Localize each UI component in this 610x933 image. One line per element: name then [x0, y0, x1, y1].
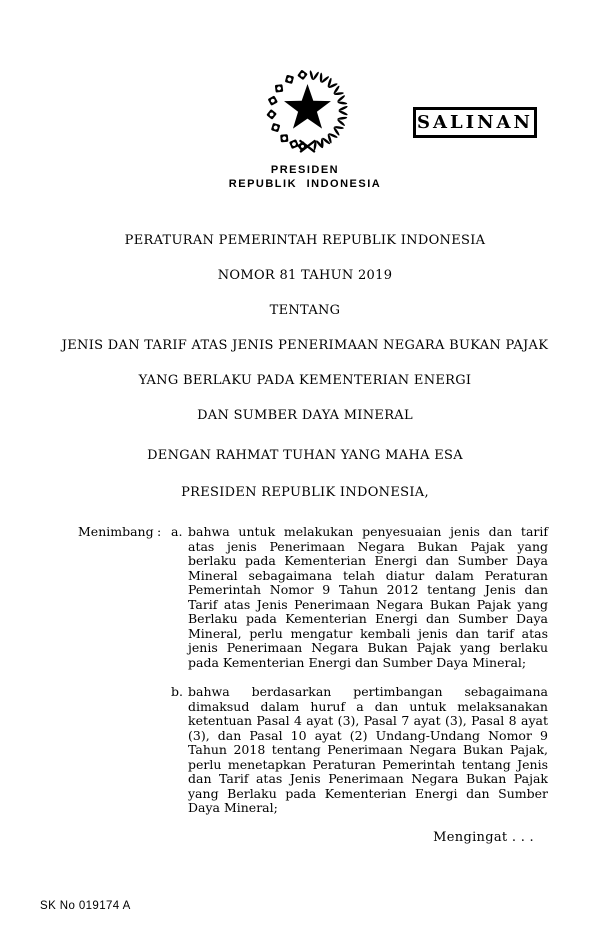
consideration-item-b: [171, 685, 548, 816]
letterhead: [0, 163, 610, 191]
consideration-text-b: bahwa berdasarkan pertimbangan sebagaimana dimaksud dalam huruf a dan untuk melaksanakan ketentuan Pasal 4 ayat (3), Pasal 7 ayat (3), Pasal 8 ayat (3), dan Pasal 10 ayat (2) Undang-Undang Nomor 9 Tahun 2018 tentang Penerimaan Negara Bukan Pajak, perlu menetapkan Peraturan Pemerintah tentang Jenis dan Tarif atas Jenis Penerimaan Negara Bukan Pajak yang Berlaku pada Kementerian Energi dan Sumber Daya Mineral;: [188, 684, 548, 815]
document-control-code: SK No 019174 A: [40, 900, 131, 912]
subject-line-3: DAN SUMBER DAYA MINERAL: [197, 408, 413, 423]
consideration-letter-b: b.: [171, 684, 183, 699]
invocation-line: DENGAN RAHMAT TUHAN YANG MAHA ESA: [147, 448, 463, 463]
consideration-item-a: [171, 525, 548, 670]
continuation-marker: Mengingat . . .: [433, 830, 534, 845]
consideration-text-a: bahwa untuk melakukan penyesuaian jenis dan tarif atas jenis Penerimaan Negara Bukan Pajak yang berlaku pada Kementerian Energi dan Sumber Daya Mineral sebagaimana telah diatur dalam Peraturan Pemerintah Nomor 9 Tahun 2012 tentang Jenis dan Tarif atas Jenis Penerimaan Negara Bukan Pajak yang Berlaku pada Kementerian Energi dan Sumber Daya Mineral, perlu mengatur kembali jenis dan tarif atas jenis Penerimaan Negara Bukan Pajak yang berlaku pada Kementerian Energi dan Sumber Daya Mineral;: [188, 524, 548, 670]
letterhead-line1: PRESIDEN: [270, 164, 340, 176]
regulation-number-line: NOMOR 81 TAHUN 2019: [217, 268, 393, 283]
consideration-letter-a: a.: [171, 524, 183, 539]
star-icon: [284, 84, 331, 129]
regulation-title-line: PERATURAN PEMERINTAH REPUBLIK INDONESIA: [124, 233, 486, 248]
considerations-list: [171, 525, 548, 816]
authority-line: PRESIDEN REPUBLIK INDONESIA,: [181, 485, 429, 500]
subject-line-2: YANG BERLAKU PADA KEMENTERIAN ENERGI: [138, 373, 472, 388]
document-body: [0, 233, 610, 816]
subject-line-1: JENIS DAN TARIF ATAS JENIS PENERIMAAN NEGARA BUKAN PAJAK: [61, 338, 549, 353]
salinan-stamp: [413, 107, 537, 138]
tentang-line: TENTANG: [269, 303, 341, 318]
considerations-section: [78, 525, 548, 816]
salinan-stamp-label: SALINAN: [417, 112, 533, 133]
letterhead-line2: REPUBLIK INDONESIA: [228, 178, 382, 190]
considerations-colon: :: [157, 524, 162, 539]
considerations-label: Menimbang: [78, 524, 154, 539]
presidential-seal-icon: [260, 65, 355, 160]
